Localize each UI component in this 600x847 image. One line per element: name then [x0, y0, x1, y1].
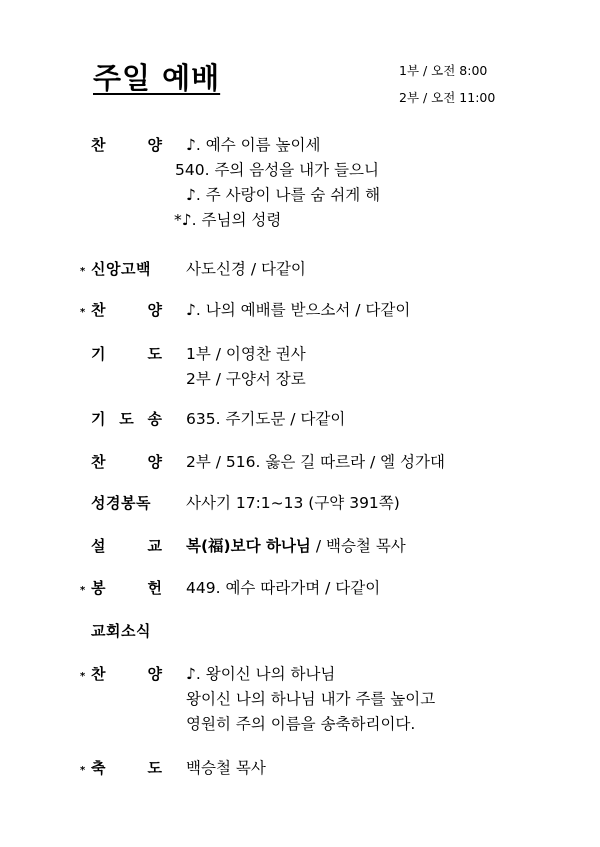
order-details — [186, 756, 266, 781]
order-detail-line — [186, 662, 435, 687]
order-detail-line — [186, 183, 380, 208]
detail-text: 1부 / 이영찬 권사 — [186, 345, 306, 363]
order-detail-line — [175, 158, 380, 183]
order-label-part: 찬 — [91, 665, 106, 683]
order-details — [186, 576, 380, 601]
order-details — [186, 257, 306, 282]
order-detail-line — [186, 491, 400, 516]
order-detail-line — [186, 576, 380, 601]
detail-text: ♪. 나의 예배를 받으소서 / 다같이 — [186, 301, 411, 319]
detail-text: ♪. 왕이신 나의 하나님 — [186, 665, 336, 683]
order-detail-line — [186, 133, 380, 158]
order-label-part: 양 — [147, 301, 162, 319]
order-label-part: 송 — [147, 410, 162, 428]
order-label-part: 양 — [147, 136, 162, 154]
detail-text: ♪. 주 사랑이 나를 숨 쉬게 해 — [186, 186, 381, 204]
order-detail-line — [186, 298, 410, 323]
order-detail-line — [186, 534, 406, 559]
order-label-part: 기 — [91, 345, 106, 363]
order-detail-line — [186, 687, 435, 712]
order-label-part: 봉 — [91, 579, 106, 597]
order-label-part: 양 — [147, 665, 162, 683]
order-label-part: 찬 — [91, 453, 106, 471]
detail-text: ♪. 예수 이름 높이세 — [186, 136, 321, 154]
detail-text: 540. 주의 음성을 내가 들으니 — [175, 161, 379, 179]
sermon-title: 복(福)보다 하나님 — [186, 537, 311, 555]
order-detail-line — [186, 407, 345, 432]
order-label-part: 기 — [91, 410, 106, 428]
detail-text: 2부 / 516. 옳은 길 따르라 / 엘 성가대 — [186, 453, 445, 471]
order-details — [186, 450, 445, 475]
order-detail-line — [186, 367, 306, 392]
order-label-part: 설 — [91, 537, 106, 555]
standing-mark: * — [80, 765, 86, 776]
order-label-part: 찬 — [91, 301, 106, 319]
detail-text: 2부 / 구양서 장로 — [186, 370, 306, 388]
order-label-part: 교회소식 — [91, 622, 151, 640]
order-details — [186, 342, 306, 392]
service-times — [399, 57, 495, 111]
standing-mark: * — [80, 671, 86, 682]
detail-text: 635. 주기도문 / 다같이 — [186, 410, 346, 428]
order-detail-line — [174, 208, 380, 233]
detail-text: 영원히 주의 이름을 송축하리이다. — [186, 715, 416, 733]
order-label-part: 교 — [147, 537, 162, 555]
order-detail-line — [186, 450, 445, 475]
detail-text: *♪. 주님의 성령 — [174, 211, 282, 229]
order-details — [174, 133, 381, 233]
standing-mark: * — [80, 266, 86, 277]
order-details — [186, 534, 406, 559]
order-detail-line — [186, 712, 435, 737]
service-time-1: 1부 / 오전 8:00 — [399, 63, 488, 78]
detail-text: 사도신경 / 다같이 — [186, 260, 306, 278]
order-label-part: 축 — [91, 759, 106, 777]
page-title: 주일 예배 — [93, 61, 221, 95]
order-label-part: 성경봉독 — [91, 494, 151, 512]
order-label-part: 찬 — [91, 136, 106, 154]
order-label-part: 도 — [119, 410, 134, 428]
detail-text: 왕이신 나의 하나님 내가 주를 높이고 — [186, 690, 436, 708]
standing-mark: * — [80, 585, 86, 596]
standing-mark: * — [80, 307, 86, 318]
order-label-part: 도 — [147, 345, 162, 363]
order-details — [186, 491, 400, 516]
order-detail-line — [186, 257, 306, 282]
order-details — [186, 298, 410, 323]
order-details — [186, 662, 435, 737]
service-time-2: 2부 / 오전 11:00 — [399, 90, 496, 105]
preacher: / 백승철 목사 — [310, 537, 406, 555]
order-label-part: 헌 — [147, 579, 162, 597]
detail-text: 백승철 목사 — [186, 759, 266, 777]
order-detail-line — [186, 342, 306, 367]
detail-text: 449. 예수 따라가며 / 다같이 — [186, 579, 381, 597]
order-label-part: 신앙고백 — [91, 260, 151, 278]
order-label-part: 도 — [147, 759, 162, 777]
detail-text: 사사기 17:1~13 (구약 391쪽) — [186, 494, 400, 512]
order-label-part: 양 — [147, 453, 162, 471]
order-detail-line — [186, 756, 266, 781]
order-details — [186, 407, 345, 432]
